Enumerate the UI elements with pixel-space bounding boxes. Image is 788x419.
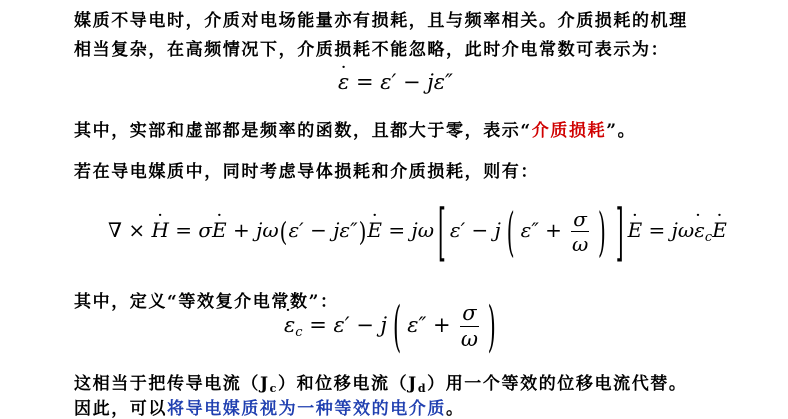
equivalent-dielectric-highlight: 将导电媒质视为一种等效的电介质	[167, 399, 446, 419]
paragraph-5	[74, 369, 688, 395]
paragraph-5-part-3: ）用一个等效的位移电流代替。	[427, 374, 688, 394]
paragraph-6-prefix: 因此，可以	[74, 399, 167, 419]
paragraph-5-part-2: ）和位移电流（J	[277, 374, 418, 394]
paragraph-6-suffix: 。	[446, 399, 465, 419]
paragraph-2	[74, 116, 636, 141]
paragraph-3: 若在导电媒质中，同时考虑导体损耗和介质损耗，则有：	[74, 162, 539, 182]
paragraph-4: 其中，定义“等效复介电常数”：	[74, 292, 339, 312]
equation-permittivity: · ε = ε′ − jε″	[338, 70, 453, 94]
close-quote: ”。	[606, 121, 637, 141]
dielectric-loss-highlight: 介质损耗	[531, 121, 607, 141]
paragraph-1-line-2: 相当复杂，在高频情况下，介质损耗不能忽略，此时介电常数可表示为：	[74, 40, 670, 60]
paragraph-1-line-1: 媒质不导电时，介质对电场能量亦有损耗，且与频率相关。介质损耗的机理	[74, 11, 688, 31]
equation-curl-h: ∇ × · H = σ· E + jω(ε′ − jε″)· E = jω [ ε′ − j ( ε″ + $\frac{\sigma}{\omega}$ ) ]· $E = j\omega\cdot \varepsilon_c\cdot E$	[108, 208, 727, 255]
subscript-d: d	[417, 382, 428, 395]
subscript-c: c	[269, 382, 278, 395]
equation-equivalent-permittivity: · $\varepsilon_c = \varepsilon' - j$ ( ε″ + $\frac{\sigma}{\omega}$ )	[284, 302, 502, 351]
open-quote: “	[520, 121, 532, 141]
paragraph-2-text: 其中，实部和虚部都是频率的函数，且都大于零，表示	[74, 121, 521, 141]
paragraph-6	[74, 394, 465, 419]
paragraph-5-part-1: 这相当于把传导电流（J	[74, 374, 270, 394]
